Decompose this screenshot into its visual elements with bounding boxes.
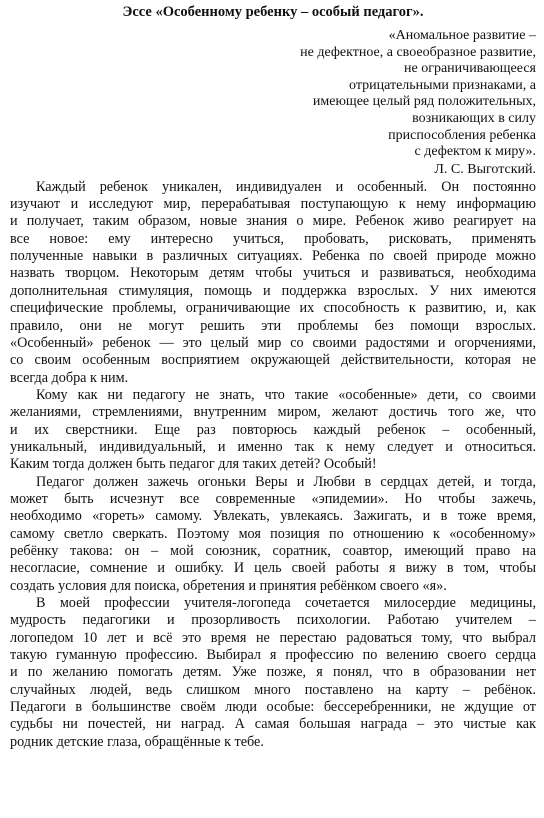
paragraph	[10, 179, 536, 387]
text-line: самому светло сверкать. Поэтому моя позиция по отношению к «особенному»	[10, 525, 536, 542]
text-line: случайных людей, ведь слишком много поставлено на карту – ребёнок.	[10, 681, 536, 698]
epigraph	[10, 28, 536, 178]
paragraph	[10, 595, 536, 751]
text-line: ребёнку такова: он – мой союзник, соратник, соавтор, имеющий право на	[10, 542, 536, 559]
text-line: родник детские глаза, обращённые к тебе.	[10, 733, 264, 750]
text-line: и получает, таким образом, новые знания о мире. Ребенок живо реагирует на	[10, 213, 536, 230]
text-line: необходимо «гореть» самому. Увлекать, увлекаясь. Зажигать, и в тоже время,	[10, 508, 536, 525]
text-line: и по желанию помогать детям. Уже позже, я понял, что в образовании нет	[10, 664, 536, 681]
epigraph-line: отрицательными признаками, а	[349, 77, 536, 93]
epigraph-line: не дефектное, а своеобразное развитие,	[300, 44, 536, 60]
epigraph-line: с дефектом к миру».	[414, 144, 536, 160]
text-line: всегда добра к ним.	[10, 369, 129, 386]
text-line: Педагог должен зажечь огоньки Веры и Любви в сердцах детей, и тогда,	[36, 473, 536, 490]
text-line: судьбы ни почестей, ни наград. А самая большая награда – это чистые как	[10, 716, 536, 733]
text-line: несогласие, сомнение и ошибку. И цель своей работы я вижу в том, чтобы	[10, 560, 536, 577]
text-line: В моей профессии учителя-логопеда сочетается милосердие медицины,	[36, 595, 536, 611]
text-line: может быть исчезнут все современные «эпидемии». Но чтобы зажечь,	[10, 490, 536, 507]
text-line: и их сверстники. Еще раз повторюсь каждый ребенок – особенный,	[10, 421, 536, 438]
text-line: логопедом 10 лет и всё это время не перестаю радоваться тому, что выбрал	[10, 629, 536, 646]
text-line: желаниями, стремлениями, внутренним миром, желают достичь того же, что	[10, 404, 536, 421]
paragraph	[10, 387, 536, 474]
text-line: изучают и исследуют мир, перерабатывая поступающую к нему информацию	[10, 196, 536, 213]
text-line: мудрость педагогики и прозорливость психологии. Работаю учителем –	[10, 612, 536, 629]
text-line: создать условия для поиска, обретения и принятия ребёнком своего «я».	[10, 577, 447, 594]
epigraph-line: «Аномальное развитие –	[388, 28, 536, 43]
text-line: Педагоги в большинстве своём люди особые: бессеребренники, не ждущие от	[10, 699, 536, 716]
text-line: правило, они не могут решить эти проблемы без помощи взрослых.	[10, 317, 536, 334]
essay-body	[10, 179, 536, 751]
text-line: «Особенный» ребенок — это целый мир со своими радостями и огорчениями,	[10, 334, 536, 351]
essay-title: Эссе «Особенному ребенку – особый педагог».	[122, 4, 424, 20]
epigraph-author: Л. С. Выготский.	[434, 161, 536, 177]
text-line: со своим особенным восприятием окружающей действительности, которая не	[10, 352, 536, 369]
text-line: дополнительная стимуляция, помощь и поддержка взрослых. У них имеются	[10, 282, 536, 299]
text-line: такую гуманную профессию. Выбирал я профессию по велению своего сердца	[10, 647, 536, 664]
text-line: все новое: ему интересно учиться, пробовать, рисковать, применять	[10, 230, 536, 247]
text-line: уникальный, индивидуальный, и именно так к нему следует и относиться.	[10, 438, 536, 455]
text-line: Каким тогда должен быть педагог для таких детей? Особый!	[10, 456, 377, 473]
paragraph	[10, 474, 536, 595]
text-line: Каждый ребенок уникален, индивидуален и особенный. Он постоянно	[36, 178, 536, 195]
epigraph-line: имеющее целый ряд положительных,	[312, 94, 536, 110]
text-line: назвать творцом. Некоторым детям чтобы учиться и развиваться, необходима	[10, 265, 536, 282]
text-line: полученные навыки в различных ситуациях. Ребенка по своей природе можно	[10, 248, 536, 265]
epigraph-line: не ограничивающееся	[404, 61, 536, 77]
text-line: Кому как ни педагогу не знать, что такие «особенные» дети, со своими	[36, 386, 536, 403]
epigraph-line: приспособления ребенка	[388, 127, 536, 143]
epigraph-line: возникающих в силу	[412, 110, 536, 126]
text-line: специфические проблемы, ограничивающие их способность к развитию, и, как	[10, 300, 536, 317]
